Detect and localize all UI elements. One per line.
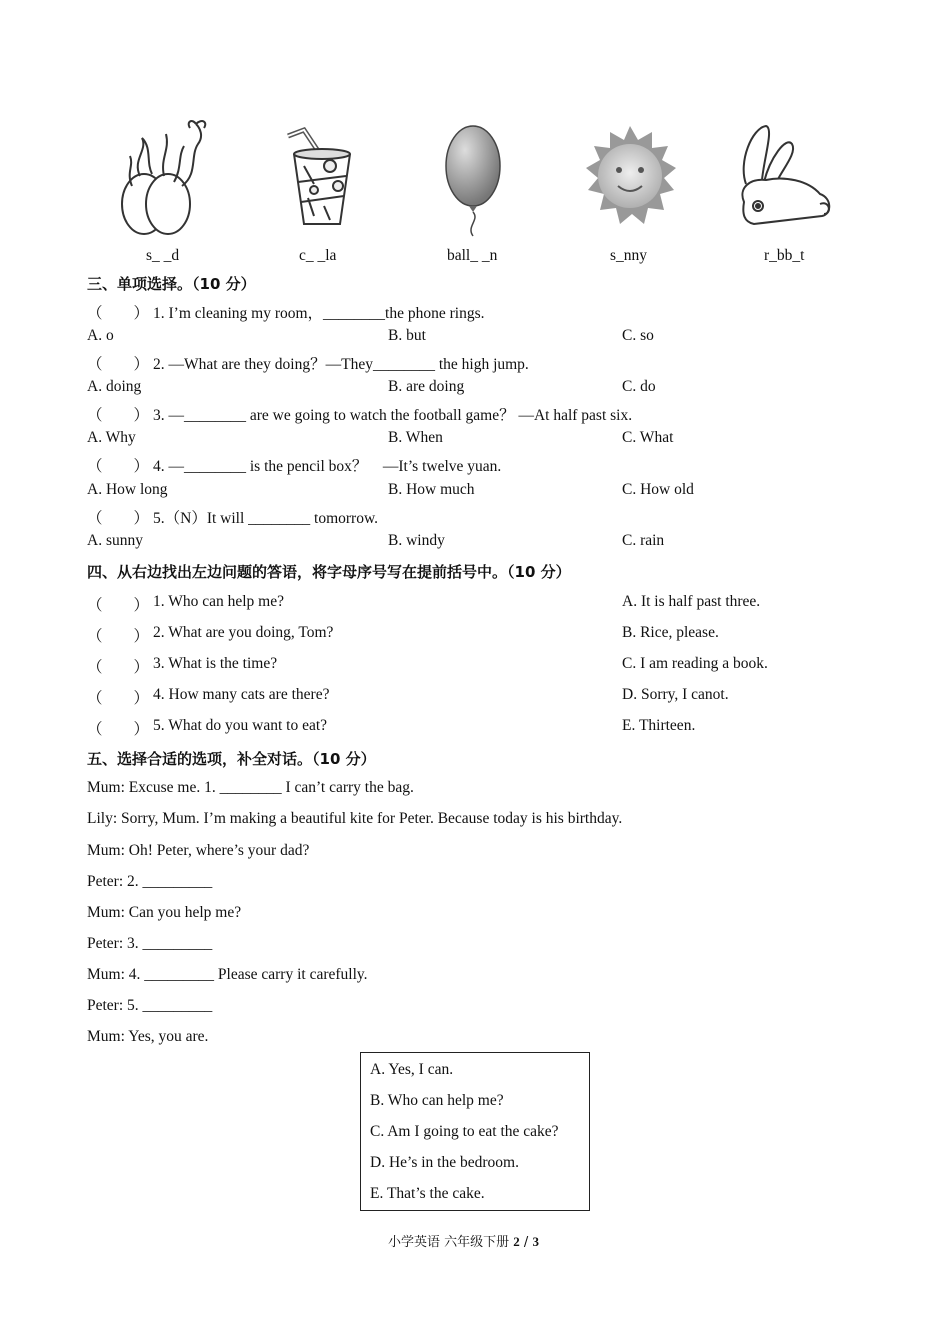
option-c: C. do — [622, 378, 656, 395]
picture-word: ball_ _n — [447, 247, 498, 264]
answer-bracket[interactable]: （ ） — [87, 407, 150, 424]
answer-bracket[interactable]: （ ） — [87, 690, 150, 707]
answer-option: D. Sorry, I canot. — [622, 686, 729, 703]
sun-icon — [582, 124, 678, 228]
options-box — [360, 1052, 590, 1211]
page-separator: / — [523, 1235, 529, 1250]
dialogue-option: D. He’s in the bedroom. — [370, 1154, 519, 1171]
dialogue-option: B. Who can help me? — [370, 1092, 504, 1109]
answer-option: E. Thirteen. — [622, 717, 696, 734]
option-b: B. windy — [388, 532, 445, 549]
picture-word: r_bb_t — [764, 247, 805, 264]
balloon-icon — [440, 122, 506, 238]
option-b: B. When — [388, 429, 443, 446]
answer-bracket[interactable]: （ ） — [87, 628, 150, 645]
question-text: 1. Who can help me? — [153, 593, 284, 610]
answer-bracket[interactable]: （ ） — [87, 659, 150, 676]
picture-word: c_ _la — [299, 247, 337, 264]
question-text: 4. —________ is the pencil box？ —It’s twelve yuan. — [153, 458, 502, 475]
dialogue-line: Mum: Oh! Peter, where’s your dad? — [87, 842, 310, 859]
dialogue-option: C. Am I going to eat the cake? — [370, 1123, 559, 1140]
option-a: A. doing — [87, 378, 142, 395]
dialogue-option: A. Yes, I can. — [370, 1061, 454, 1078]
page-total: 3 — [532, 1234, 539, 1249]
answer-bracket[interactable]: （ ） — [87, 356, 150, 373]
dialogue-option: E. That’s the cake. — [370, 1185, 485, 1202]
dialogue-line: Mum: 4. _________ Please carry it carefully. — [87, 966, 368, 983]
option-c: C. so — [622, 327, 654, 344]
option-a: A. How long — [87, 481, 168, 498]
page-number: 2 — [513, 1234, 520, 1249]
answer-bracket[interactable]: （ ） — [87, 721, 150, 738]
cola-cup-icon — [284, 126, 354, 230]
dialogue-line: Mum: Can you help me? — [87, 904, 242, 921]
option-b: B. How much — [388, 481, 475, 498]
picture-word: s_ _d — [146, 247, 180, 264]
section-heading: 三、单项选择。（10 分） — [87, 275, 256, 293]
dialogue-line: Mum: Excuse me. 1. ________ I can’t carry the bag. — [87, 779, 414, 796]
answer-option: A. It is half past three. — [622, 593, 761, 610]
option-c: C. rain — [622, 532, 665, 549]
option-c: C. How old — [622, 481, 694, 498]
option-c: C. What — [622, 429, 674, 446]
rabbit-icon — [734, 122, 834, 232]
dialogue-line: Lily: Sorry, Mum. I’m making a beautiful kite for Peter. Because today is his birthday. — [87, 810, 623, 827]
dialogue-line: Mum: Yes, you are. — [87, 1028, 209, 1045]
question-text: 3. What is the time? — [153, 655, 278, 672]
option-b: B. but — [388, 327, 426, 344]
answer-bracket[interactable]: （ ） — [87, 458, 150, 475]
section-heading: 五、选择合适的选项，补全对话。（10 分） — [87, 750, 376, 768]
option-a: A. sunny — [87, 532, 143, 549]
page-footer — [388, 1231, 539, 1250]
question-text: 4. How many cats are there? — [153, 686, 330, 703]
answer-option: C. I am reading a book. — [622, 655, 768, 672]
option-a: A. o — [87, 327, 114, 344]
answer-option: B. Rice, please. — [622, 624, 719, 641]
onion-icon — [112, 116, 212, 238]
picture-word: s_nny — [610, 247, 648, 264]
answer-bracket[interactable]: （ ） — [87, 597, 150, 614]
question-text: 5. What do you want to eat? — [153, 717, 328, 734]
answer-bracket[interactable]: （ ） — [87, 510, 150, 527]
answer-bracket[interactable]: （ ） — [87, 305, 150, 322]
footer-label: 小学英语 六年级下册 — [388, 1235, 510, 1250]
question-text: 2. —What are they doing？—They________ the high jump. — [153, 356, 529, 373]
question-text: 5.（N）It will ________ tomorrow. — [153, 510, 379, 527]
dialogue-line: Peter: 2. _________ — [87, 873, 213, 890]
question-text: 3. —________ are we going to watch the football game？ —At half past six. — [153, 407, 633, 424]
question-text: 1. I’m cleaning my room，________the phone rings. — [153, 305, 485, 322]
question-text: 2. What are you doing, Tom? — [153, 624, 334, 641]
section-heading: 四、从右边找出左边问题的答语，将字母序号写在提前括号中。（10 分） — [87, 563, 571, 581]
dialogue-line: Peter: 5. _________ — [87, 997, 213, 1014]
option-a: A. Why — [87, 429, 136, 446]
option-b: B. are doing — [388, 378, 465, 395]
dialogue-line: Peter: 3. _________ — [87, 935, 213, 952]
